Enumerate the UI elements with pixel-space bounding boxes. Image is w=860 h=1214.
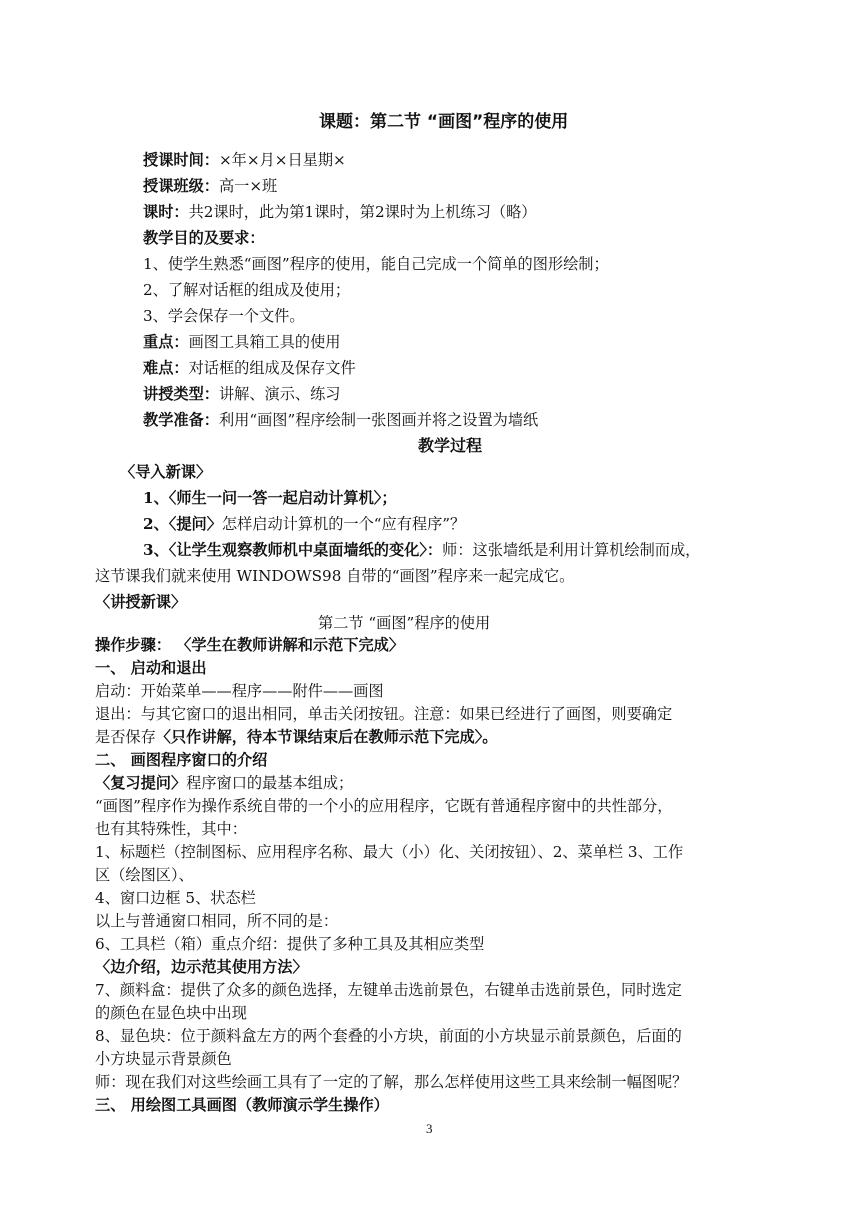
objective-item: 1、使学生熟悉“画图”程序的使用，能自己完成一个简单的图形绘制； [143, 255, 609, 273]
meta-label: 课时： [143, 203, 189, 221]
paragraph-line: 以上与普通窗口相同，所不同的是： [95, 912, 338, 930]
paragraph-line: 区（绘图区）、 [95, 866, 194, 884]
intro-item-continued: 这节课我们就来使用 WINDOWS98 自带的“画图”程序来一起完成它。 [95, 567, 575, 585]
steps-heading: 操作步骤： 〈学生在教师讲解和示范下完成〉 [95, 636, 405, 654]
meta-value: 画图工具箱工具的使用 [188, 333, 341, 351]
objective-item: 2、了解对话框的组成及使用； [143, 281, 351, 299]
meta-label: 授课班级： [143, 177, 219, 195]
meta-value: 对话框的组成及保存文件 [188, 359, 356, 377]
intro-item [143, 539, 700, 561]
section-one-heading: 一、 启动和退出 [95, 659, 207, 677]
page-number: 3 [426, 1121, 433, 1136]
paragraph-text: 程序窗口的最基本组成； [186, 774, 354, 792]
paragraph-line: 7、颜料盒：提供了众多的颜色选择，左键单击选前景色，右键单击选前景色，同时选定 [95, 981, 682, 999]
meta-value: 共2课时，此为第1课时，第2课时为上机练习（略） [188, 203, 537, 221]
paragraph-line: 的颜色在显色块中出现 [95, 1004, 247, 1022]
section-two-heading: 二、 画图程序窗口的介绍 [95, 751, 268, 769]
intro-item-bold: 2、〈提问〉 [143, 515, 222, 533]
lecture-heading: 〈讲授新课〉 [95, 593, 187, 611]
paragraph-text: 是否保存 [95, 728, 156, 746]
paragraph-line: 8、显色块：位于颜料盒左方的两个套叠的小方块，前面的小方块显示前景颜色，后面的 [95, 1027, 682, 1045]
section-three-heading: 三、 用绘图工具画图（教师演示学生操作） [95, 1096, 389, 1114]
intro-item-bold: 3、〈让学生观察教师机中桌面墙纸的变化〉： [143, 541, 443, 559]
page-title: 课题：第二节 “画图”程序的使用 [319, 112, 569, 132]
paragraph-line [95, 726, 497, 748]
meta-time [143, 149, 346, 171]
objective-item: 3、学会保存一个文件。 [143, 307, 305, 325]
intro-item: 1、〈师生一问一答一起启动计算机〉； [143, 489, 397, 507]
meta-value: ×年×月×日星期× [218, 151, 346, 169]
intro-heading: 〈导入新课〉 [120, 463, 212, 481]
meta-value: 讲解、演示、练习 [218, 385, 341, 403]
meta-keypoint [143, 331, 340, 353]
paragraph-bold: 〈只作讲解，待本节课结束后在教师示范下完成〉。 [155, 728, 498, 746]
paragraph-line: 4、窗口边框 5、状态栏 [95, 889, 256, 907]
section-title: 第二节 “画图”程序的使用 [318, 614, 491, 632]
paragraph-line: 小方块显示背景颜色 [95, 1050, 232, 1068]
meta-objectives [143, 227, 265, 249]
meta-value: 利用“画图”程序绘制一张图画并将之设置为墙纸 [218, 411, 539, 429]
meta-label: 教学准备： [143, 411, 219, 429]
paragraph-bold: 〈复习提问〉 [95, 774, 187, 792]
paragraph-line: 启动：开始菜单——程序——附件——画图 [95, 682, 384, 700]
intro-item-text: 师：这张墙纸是利用计算机绘制而成， [442, 541, 701, 559]
meta-periods [143, 201, 537, 223]
paragraph-line: 6、工具栏（箱）重点介绍：提供了多种工具及其相应类型 [95, 935, 485, 953]
paragraph-line: 也有其特殊性，其中： [95, 820, 247, 838]
meta-type [143, 383, 340, 405]
paragraph-line: “画图”程序作为操作系统自带的一个小的应用程序，它既有普通程序窗中的共性部分， [95, 797, 673, 815]
meta-label: 讲授类型： [143, 385, 219, 403]
meta-label: 教学目的及要求： [143, 229, 265, 247]
intro-item-text: 怎样启动计算机的一个“应有程序”？ [221, 515, 466, 533]
paragraph-line [95, 772, 353, 794]
meta-value: 高一×班 [218, 177, 278, 195]
meta-preparation [143, 409, 538, 431]
meta-label: 授课时间： [143, 151, 219, 169]
paragraph-line: 1、标题栏（控制图标、应用程序名称、最大（小）化、关闭按钮）、2、菜单栏 3、工作 [95, 843, 684, 861]
meta-label: 难点： [143, 359, 189, 377]
meta-class [143, 175, 277, 197]
paragraph-line: 〈边介绍，边示范其使用方法〉 [95, 958, 308, 976]
process-heading: 教学过程 [418, 436, 483, 455]
meta-difficulty [143, 357, 356, 379]
paragraph-line: 师：现在我们对这些绘画工具有了一定的了解，那么怎样使用这些工具来绘制一幅图呢？ [95, 1073, 688, 1091]
paragraph-line: 退出：与其它窗口的退出相同，单击关闭按钮。注意：如果已经进行了画图，则要确定 [95, 705, 673, 723]
intro-item [143, 513, 465, 535]
meta-label: 重点： [143, 333, 189, 351]
